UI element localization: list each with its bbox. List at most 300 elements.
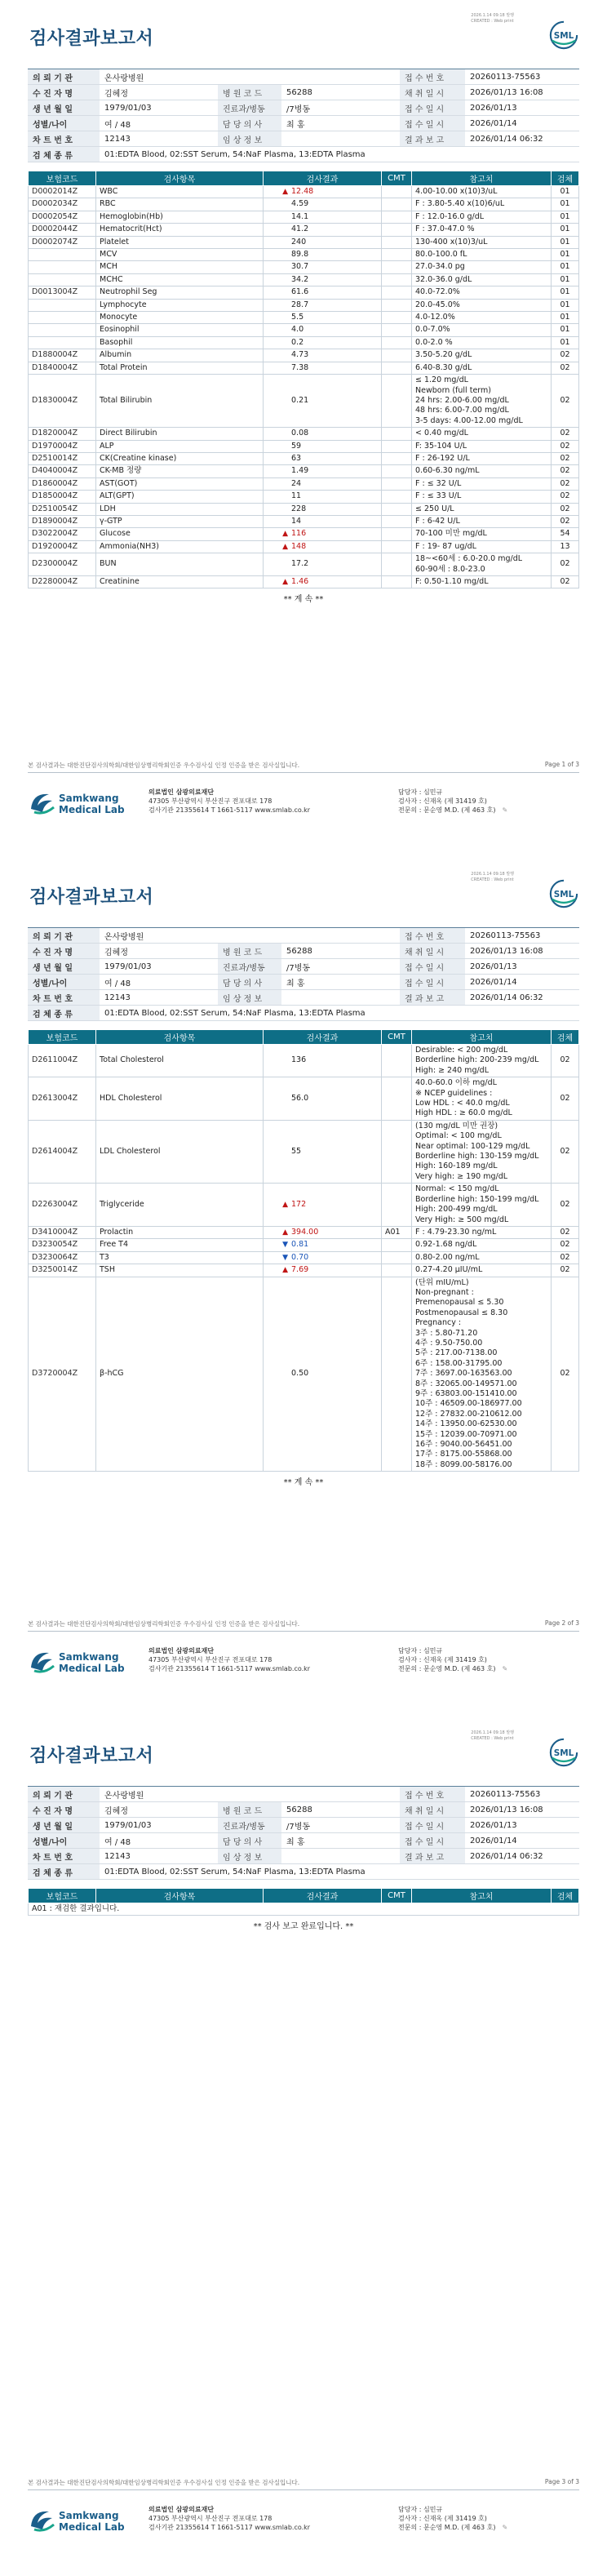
result-cell — [264, 224, 382, 236]
collected-value: 2026/01/13 16:08 — [465, 1802, 579, 1818]
specimen-code: 01 — [552, 211, 579, 223]
label-received: 접 수 일 시 — [400, 100, 465, 116]
result-row — [29, 362, 579, 374]
test-item-name: γ-GTP — [96, 515, 264, 527]
result-row — [29, 1226, 579, 1238]
insurance-code: D1850004Z — [29, 491, 96, 503]
result-value: 136 — [291, 1055, 307, 1065]
insurance-code: D0002014Z — [29, 186, 96, 198]
signers: 담당자 : 심민규 검사자 : 신재옥 (제 31419 호) 전문의 : 문순영 M.D. (제 463 호) ✎ — [398, 1647, 508, 1672]
specimen-code: 02 — [552, 1239, 579, 1251]
collected-value: 2026/01/13 16:08 — [465, 944, 579, 959]
dob-value: 1979/01/03 — [100, 959, 218, 975]
result-value: 59 — [291, 441, 302, 451]
result-cell — [264, 324, 382, 336]
test-item-name: ALP — [96, 440, 264, 452]
result-cell — [264, 349, 382, 362]
result-row — [29, 236, 579, 248]
flag-empty — [264, 212, 291, 222]
result-cell — [264, 198, 382, 211]
insurance-code: D0002044Z — [29, 224, 96, 236]
result-value: 172 — [291, 1199, 307, 1209]
result-value: 24 — [291, 478, 302, 488]
receipt-no-value: 20260113-75563 — [465, 69, 579, 85]
test-item-name: Lymphocyte — [96, 299, 264, 311]
flag-empty — [264, 199, 291, 209]
label-receipt-no: 접 수 번 호 — [400, 1787, 465, 1802]
result-row — [29, 186, 579, 198]
received-value: 2026/01/13 — [465, 1818, 579, 1833]
test-item-name: β-hCG — [96, 1277, 264, 1472]
institution-value: 온사랑병원 — [100, 69, 400, 85]
result-row — [29, 299, 579, 311]
comment-code — [382, 211, 412, 223]
reference-range: ≤ 250 U/L — [412, 503, 552, 515]
result-value: 4.73 — [291, 350, 309, 360]
high-flag-icon: ▲ — [282, 1200, 288, 1209]
label-clinical: 임 상 정 보 — [218, 1849, 281, 1864]
result-value: 34.2 — [291, 274, 309, 284]
reference-range: F : 3.80-5.40 x(10)6/uL — [412, 198, 552, 211]
patient-info-table — [28, 1786, 579, 1880]
label-receipt-no: 접 수 번 호 — [400, 928, 465, 944]
insurance-code — [29, 261, 96, 273]
test-item-name: CK-MB 정량 — [96, 465, 264, 477]
chart-no-value: 12143 — [100, 1849, 218, 1864]
label-dept: 진료과/병동 — [218, 1818, 281, 1833]
result-row — [29, 465, 579, 477]
label-test-type: 검 체 종 류 — [28, 1006, 100, 1021]
high-flag-icon: ▲ — [282, 188, 288, 196]
reference-range: 0.27-4.20 µIU/mL — [412, 1264, 552, 1277]
reference-range: F : 37.0-47.0 % — [412, 224, 552, 236]
flag-empty — [264, 262, 291, 272]
result-value: 0.50 — [291, 1369, 309, 1379]
test-item-name: HDL Cholesterol — [96, 1077, 264, 1121]
flag-empty — [264, 325, 291, 335]
result-row — [29, 261, 579, 273]
result-cell — [264, 273, 382, 286]
result-cell — [264, 503, 382, 515]
result-value: 7.38 — [291, 362, 309, 372]
specimen-code: 01 — [552, 261, 579, 273]
results-header-row — [29, 1030, 579, 1045]
specimen-code: 01 — [552, 236, 579, 248]
result-value: 1.46 — [291, 577, 309, 586]
sml-round-logo-icon — [548, 20, 579, 51]
result-value: 63 — [291, 453, 302, 463]
specimen-code: 01 — [552, 324, 579, 336]
dept-value: /7병동 — [281, 100, 400, 116]
result-value: 0.2 — [291, 337, 304, 347]
flag-empty — [264, 396, 291, 406]
reference-range: F : ≤ 33 U/L — [412, 491, 552, 503]
label-patient: 수 진 자 명 — [28, 85, 100, 100]
result-value: 148 — [291, 541, 307, 551]
result-row — [29, 375, 579, 428]
label-collected: 채 취 일 시 — [400, 944, 465, 959]
high-flag-icon: ▲ — [282, 542, 288, 551]
insurance-code: D1890004Z — [29, 515, 96, 527]
result-row — [29, 576, 579, 588]
header-test-item: 검사항목 — [96, 1889, 264, 1903]
specimen-code: 01 — [552, 186, 579, 198]
reported-final-value: 2026/01/14 06:32 — [465, 131, 579, 147]
svg-text:Samkwang: Samkwang — [59, 2510, 119, 2521]
reference-range: 0.80-2.00 ng/mL — [412, 1251, 552, 1264]
specimen-code: 02 — [552, 349, 579, 362]
accreditation-note: 본 검사결과는 대한진단검사의학회/대한임상병리학회인증 우수검사실 인정 인증을 받은 검사실입니다. — [28, 1620, 300, 1628]
test-item-name: Total Protein — [96, 362, 264, 374]
reference-range: F : 4.79-23.30 ng/mL — [412, 1226, 552, 1238]
comment-code — [382, 1264, 412, 1277]
reference-range: 40.0-60.0 이하 mg/dL ※ NCEP guidelines : Low HDL : < 40.0 mg/dL High HDL : ≥ 60.0 mg/dL — [412, 1077, 552, 1121]
org-info: 의료법인 삼광의료재단 47305 부산광역시 부산진구 전포대로 178 검사기관 21355614 T 1661-5117 www.smlab.co.kr — [148, 2506, 311, 2531]
continue-marker: ** 계 속 ** — [283, 1478, 324, 1488]
result-row — [29, 1045, 579, 1077]
print-stamp: 2026.1.14 09:18 발행 CREATED : Web print — [471, 872, 514, 882]
comment-code — [382, 186, 412, 198]
result-cell — [264, 576, 382, 588]
dob-value: 1979/01/03 — [100, 1818, 218, 1833]
specimen-code: 01 — [552, 312, 579, 324]
label-reported-final: 결 과 보 고 — [400, 990, 465, 1006]
svg-text:Samkwang: Samkwang — [59, 793, 119, 804]
comment-code — [382, 236, 412, 248]
dob-value: 1979/01/03 — [100, 100, 218, 116]
reference-range: F : 26-192 U/L — [412, 452, 552, 464]
flag-empty — [264, 479, 291, 489]
flag-empty — [264, 313, 291, 322]
result-cell — [264, 261, 382, 273]
doctor-value: 최 홍 — [281, 116, 400, 131]
test-item-name: CK(Creatine kinase) — [96, 452, 264, 464]
result-comment: A01 : 재검한 결과입니다. — [29, 1903, 579, 1916]
signers: 담당자 : 심민규 검사자 : 신재옥 (제 31419 호) 전문의 : 문순영 M.D. (제 463 호) ✎ — [398, 788, 508, 814]
sex-age-value: 여 / 48 — [100, 116, 218, 131]
flag-empty — [264, 250, 291, 260]
result-row — [29, 1239, 579, 1251]
specimen-code: 02 — [552, 1226, 579, 1238]
result-cell — [264, 515, 382, 527]
insurance-code: D4040004Z — [29, 465, 96, 477]
header-test-item: 검사항목 — [96, 171, 264, 186]
result-row — [29, 249, 579, 261]
comment-code — [382, 477, 412, 490]
result-value: 116 — [291, 529, 307, 539]
result-value: 30.7 — [291, 262, 309, 272]
results-header-row — [29, 171, 579, 186]
comment-code — [382, 261, 412, 273]
comment-code — [382, 1251, 412, 1264]
test-item-name: Glucose — [96, 528, 264, 540]
specimen-code: 02 — [552, 503, 579, 515]
comment-code — [382, 1277, 412, 1472]
comment-row — [29, 1903, 579, 1916]
label-institution: 의 뢰 기 관 — [28, 69, 100, 85]
label-institution: 의 뢰 기 관 — [28, 1787, 100, 1802]
sex-age-value: 여 / 48 — [100, 975, 218, 990]
dept-value: /7병동 — [281, 1818, 400, 1833]
comment-code — [382, 224, 412, 236]
result-cell — [264, 1045, 382, 1077]
samkwang-logo-icon — [28, 2505, 126, 2534]
result-row — [29, 349, 579, 362]
svg-text:SML: SML — [553, 889, 574, 899]
results-table — [28, 1888, 579, 1916]
header-reference: 참고치 — [412, 1889, 552, 1903]
specimen-code: 01 — [552, 224, 579, 236]
label-collected: 채 취 일 시 — [400, 85, 465, 100]
flag-empty — [264, 442, 291, 451]
label-dob: 생 년 월 일 — [28, 959, 100, 975]
header-cmt: CMT — [382, 1889, 412, 1903]
flag-empty — [264, 466, 291, 476]
label-clinical: 임 상 정 보 — [218, 990, 281, 1006]
label-dept: 진료과/병동 — [218, 100, 281, 116]
label-clinical: 임 상 정 보 — [218, 131, 281, 147]
label-chart-no: 차 트 번 호 — [28, 990, 100, 1006]
result-cell — [264, 1226, 382, 1238]
header-specimen: 검체 — [552, 1030, 579, 1045]
result-value: 0.70 — [291, 1252, 309, 1262]
flag-empty — [264, 224, 291, 234]
label-sex-age: 성별/나이 — [28, 1833, 100, 1849]
hosp-code-value: 56288 — [281, 85, 400, 100]
reported-final-value: 2026/01/14 06:32 — [465, 1849, 579, 1864]
insurance-code: D2263004Z — [29, 1184, 96, 1227]
result-row — [29, 211, 579, 223]
label-dob: 생 년 월 일 — [28, 100, 100, 116]
result-value: 5.5 — [291, 313, 304, 322]
result-row — [29, 1120, 579, 1183]
results-table — [28, 1029, 579, 1472]
header-result: 검사결과 — [264, 1030, 382, 1045]
report-title: 검사결과보고서 — [29, 887, 154, 908]
flag-empty — [264, 338, 291, 348]
result-value: 0.81 — [291, 1240, 309, 1250]
label-hosp-code: 병 원 코 드 — [218, 944, 281, 959]
test-item-name: Free T4 — [96, 1239, 264, 1251]
label-doctor: 담 당 의 사 — [218, 1833, 281, 1849]
insurance-code — [29, 273, 96, 286]
page-number: Page 2 of 3 — [544, 1619, 579, 1627]
flag-empty — [264, 275, 291, 285]
comment-code — [382, 336, 412, 349]
insurance-code — [29, 299, 96, 311]
reference-range: 4.00-10.00 x(10)3/uL — [412, 186, 552, 198]
insurance-code — [29, 249, 96, 261]
test-type-value: 01:EDTA Blood, 02:SST Serum, 54:NaF Plasma, 13:EDTA Plasma — [100, 1006, 579, 1021]
svg-text:Samkwang: Samkwang — [59, 1651, 119, 1663]
result-value: 56.0 — [291, 1093, 309, 1103]
result-cell — [264, 553, 382, 576]
reference-range: 27.0-34.0 pg — [412, 261, 552, 273]
result-cell — [264, 1264, 382, 1277]
result-row — [29, 503, 579, 515]
result-value: 55 — [291, 1146, 302, 1156]
result-row — [29, 440, 579, 452]
test-item-name: Hematocrit(Hct) — [96, 224, 264, 236]
chart-no-value: 12143 — [100, 990, 218, 1006]
reference-range: F: 35-104 U/L — [412, 440, 552, 452]
result-cell — [264, 1120, 382, 1183]
label-sex-age: 성별/나이 — [28, 975, 100, 990]
header-test-item: 검사항목 — [96, 1030, 264, 1045]
comment-code — [382, 452, 412, 464]
insurance-code: D1820004Z — [29, 428, 96, 440]
result-value: 0.21 — [291, 395, 309, 405]
specimen-code: 54 — [552, 528, 579, 540]
svg-text:SML: SML — [553, 1748, 574, 1758]
chart-no-value: 12143 — [100, 131, 218, 147]
result-cell — [264, 428, 382, 440]
reference-range: Normal: < 150 mg/dL Borderline high: 150-199 mg/dL High: 200-499 mg/dL Very High: ≥ 500 mg/dL — [412, 1184, 552, 1227]
comment-code — [382, 465, 412, 477]
insurance-code: D0013004Z — [29, 286, 96, 299]
print-stamp: 2026.1.14 09:18 발행 CREATED : Web print — [471, 13, 514, 24]
result-row — [29, 1264, 579, 1277]
clinical-value — [281, 1849, 400, 1864]
result-row — [29, 477, 579, 490]
reference-range: F : 12.0-16.0 g/dL — [412, 211, 552, 223]
header-cmt: CMT — [382, 171, 412, 186]
receipt-no-value: 20260113-75563 — [465, 1787, 579, 1802]
reference-range: 130-400 x(10)3/uL — [412, 236, 552, 248]
header-result: 검사결과 — [264, 171, 382, 186]
low-flag-icon: ▼ — [282, 1253, 288, 1262]
result-cell — [264, 1077, 382, 1121]
page-footer — [28, 2478, 579, 2539]
header-code: 보험코드 — [29, 171, 96, 186]
signature-icon: ✎ — [502, 806, 508, 814]
flag-empty — [264, 350, 291, 360]
page-footer — [28, 761, 579, 822]
insurance-code: D1920004Z — [29, 540, 96, 553]
result-row — [29, 224, 579, 236]
comment-code — [382, 1045, 412, 1077]
sml-round-logo-icon — [548, 1737, 579, 1768]
result-cell — [264, 1184, 382, 1227]
result-cell — [264, 1277, 382, 1472]
header-code: 보험코드 — [29, 1030, 96, 1045]
result-row — [29, 336, 579, 349]
reference-range: 0.60-6.30 ng/mL — [412, 465, 552, 477]
report-page-3 — [0, 1717, 607, 2576]
reference-range: 0.0-7.0% — [412, 324, 552, 336]
insurance-code: D3230064Z — [29, 1251, 96, 1264]
comment-code — [382, 576, 412, 588]
insurance-code: D2510054Z — [29, 503, 96, 515]
test-item-name: LDH — [96, 503, 264, 515]
label-patient: 수 진 자 명 — [28, 944, 100, 959]
insurance-code: D2614004Z — [29, 1120, 96, 1183]
report-title: 검사결과보고서 — [29, 29, 154, 49]
result-row — [29, 515, 579, 527]
reference-range: F: 0.50-1.10 mg/dL — [412, 576, 552, 588]
reference-range: F : 19- 87 ug/dL — [412, 540, 552, 553]
result-cell — [264, 312, 382, 324]
label-sex-age: 성별/나이 — [28, 116, 100, 131]
doctor-value: 최 홍 — [281, 975, 400, 990]
flag-empty — [264, 517, 291, 526]
test-item-name: BUN — [96, 553, 264, 576]
comment-code — [382, 1239, 412, 1251]
result-cell — [264, 236, 382, 248]
continue-marker: ** 계 속 ** — [283, 595, 324, 605]
specimen-code: 01 — [552, 299, 579, 311]
comment-code — [382, 428, 412, 440]
comment-code — [382, 273, 412, 286]
specimen-code: 02 — [552, 1251, 579, 1264]
specimen-code: 02 — [552, 477, 579, 490]
specimen-code: 13 — [552, 540, 579, 553]
insurance-code: D3022004Z — [29, 528, 96, 540]
comment-code — [382, 299, 412, 311]
label-doctor: 담 당 의 사 — [218, 975, 281, 990]
flag-empty — [264, 454, 291, 464]
specimen-code: 02 — [552, 1277, 579, 1472]
test-item-name: MCH — [96, 261, 264, 273]
test-item-name: MCHC — [96, 273, 264, 286]
reference-range: (130 mg/dL 미만 권장) Optimal: < 100 mg/dL Near optimal: 100-129 mg/dL Borderline high: 130-159 mg/dL High: 160-189 mg/dL Very high: ≥ 190 mg/dL — [412, 1120, 552, 1183]
result-cell — [264, 452, 382, 464]
reference-range: 4.0-12.0% — [412, 312, 552, 324]
test-item-name: Platelet — [96, 236, 264, 248]
result-value: 7.69 — [291, 1265, 309, 1275]
header-code: 보험코드 — [29, 1889, 96, 1903]
reported-date-value: 2026/01/14 — [465, 1833, 579, 1849]
label-institution: 의 뢰 기 관 — [28, 928, 100, 944]
test-item-name: Basophil — [96, 336, 264, 349]
comment-code — [382, 286, 412, 299]
result-row — [29, 324, 579, 336]
insurance-code: D3720004Z — [29, 1277, 96, 1472]
patient-name-value: 김혜정 — [100, 944, 218, 959]
result-cell — [264, 211, 382, 223]
result-row — [29, 491, 579, 503]
insurance-code: D1860004Z — [29, 477, 96, 490]
result-value: 11 — [291, 491, 302, 501]
comment-code: A01 — [382, 1226, 412, 1238]
label-reported-final: 결 과 보 고 — [400, 1849, 465, 1864]
label-dept: 진료과/병동 — [218, 959, 281, 975]
insurance-code: D0002074Z — [29, 236, 96, 248]
test-item-name: WBC — [96, 186, 264, 198]
reference-range: 0.92-1.68 ng/dL — [412, 1239, 552, 1251]
dept-value: /7병동 — [281, 959, 400, 975]
sex-age-value: 여 / 48 — [100, 1833, 218, 1849]
reference-range: 6.40-8.30 g/dL — [412, 362, 552, 374]
insurance-code: D1970004Z — [29, 440, 96, 452]
doctor-value: 최 홍 — [281, 1833, 400, 1849]
insurance-code: D2613004Z — [29, 1077, 96, 1121]
label-dob: 생 년 월 일 — [28, 1818, 100, 1833]
comment-code — [382, 198, 412, 211]
reported-date-value: 2026/01/14 — [465, 116, 579, 131]
specimen-code: 01 — [552, 336, 579, 349]
test-item-name: Ammonia(NH3) — [96, 540, 264, 553]
reference-range: 18~<60세 : 6.0-20.0 mg/dL 60-90세 : 8.0-23.0 — [412, 553, 552, 576]
specimen-code: 02 — [552, 1184, 579, 1227]
test-item-name: Prolactin — [96, 1226, 264, 1238]
result-value: 0.08 — [291, 429, 309, 438]
reference-range: 20.0-45.0% — [412, 299, 552, 311]
header-cmt: CMT — [382, 1030, 412, 1045]
reference-range: F : ≤ 32 U/L — [412, 477, 552, 490]
accreditation-note: 본 검사결과는 대한진단검사의학회/대한임상병리학회인증 우수검사실 인정 인증을 받은 검사실입니다. — [28, 762, 300, 769]
flag-empty — [264, 238, 291, 247]
